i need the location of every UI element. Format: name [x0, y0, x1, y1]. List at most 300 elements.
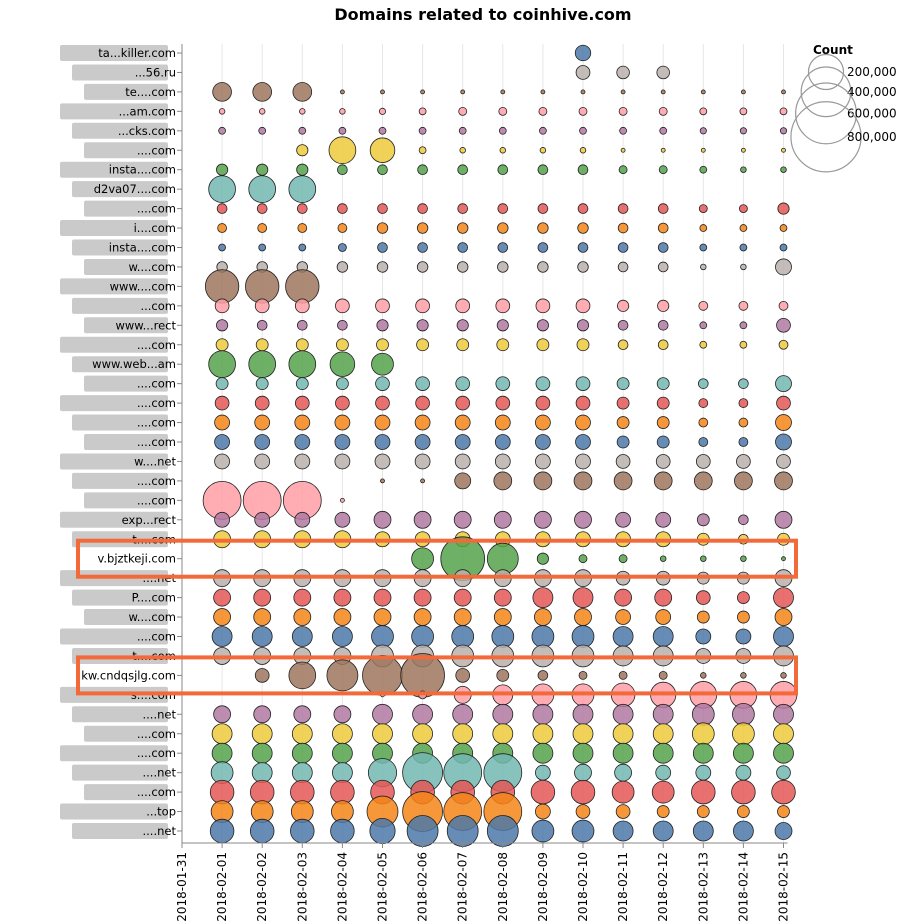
bubble-point: [493, 704, 513, 724]
bubble-point: [417, 320, 428, 331]
bubble-point: [417, 262, 428, 273]
bubble-point: [573, 588, 593, 608]
bubble-point: [297, 320, 307, 330]
bubble-point: [294, 589, 311, 606]
bubble-point: [571, 780, 595, 804]
bubble-point: [252, 763, 272, 783]
row-label: ....com: [136, 396, 176, 411]
bubble-point: [295, 415, 310, 430]
bubble-point: [495, 454, 510, 469]
bubble-point: [335, 299, 349, 313]
bubble-point: [697, 806, 709, 818]
bubble-point: [258, 224, 267, 233]
bubble-point: [294, 609, 311, 626]
legend-label: 800,000: [847, 129, 897, 144]
row-label: www.web...am: [92, 357, 176, 372]
bubble-point: [775, 511, 792, 528]
bubble-point: [372, 353, 394, 375]
legend: [791, 43, 897, 172]
bubble-point: [739, 301, 748, 310]
bubble-point: [656, 455, 670, 469]
chart-title: Domains related to coinhive.com: [334, 5, 632, 24]
bubble-point: [774, 724, 794, 744]
bubble-point: [658, 204, 668, 214]
bubble-point: [498, 165, 508, 175]
bubble-point: [340, 90, 344, 94]
bubble-point: [778, 806, 790, 818]
bubble-point: [700, 128, 706, 134]
bubble-point: [781, 167, 787, 173]
bubble-point: [779, 340, 788, 349]
bubble-point: [616, 512, 631, 527]
bubble-point: [250, 819, 274, 843]
bubble-point: [575, 609, 592, 626]
row-label: ...top: [146, 804, 176, 819]
bubble-point: [538, 223, 549, 234]
bubble-point: [655, 589, 672, 606]
bubble-point: [657, 397, 669, 409]
bubble-point: [458, 204, 468, 214]
bubble-point: [212, 743, 232, 763]
bubble-point: [501, 90, 505, 94]
bubble-point: [538, 204, 548, 214]
bubble-point: [732, 780, 756, 804]
bubble-point: [616, 455, 630, 469]
bubble-point: [700, 673, 706, 679]
grid-layer: [182, 44, 784, 843]
bubble-point: [618, 223, 628, 233]
bubble-point: [289, 662, 316, 689]
bubble-point: [737, 611, 749, 623]
bubble-point: [697, 611, 709, 623]
bubble-point: [335, 512, 350, 527]
bubble-point: [375, 415, 390, 430]
bubble-point: [700, 322, 707, 329]
bubble-point: [460, 147, 466, 153]
row-label: d2va07....com: [93, 182, 176, 197]
bubble-point: [255, 454, 270, 469]
bubbles: [203, 45, 797, 846]
row-label: ....net: [142, 571, 176, 586]
bubble-point: [414, 609, 431, 626]
bubble-point: [780, 244, 787, 251]
bubble-point: [620, 127, 627, 134]
row-label: ....com: [136, 201, 176, 216]
bubble-point: [739, 515, 749, 525]
bubble-point: [339, 127, 346, 134]
bubble-point: [613, 627, 633, 647]
bubble-point: [699, 205, 707, 213]
bubble-point: [245, 270, 278, 303]
bubble-point: [496, 396, 510, 410]
bubble-point: [621, 148, 625, 152]
bubble-point: [295, 299, 309, 313]
bubble-point: [205, 270, 238, 303]
bubble-point: [699, 301, 708, 310]
bubble-point: [578, 165, 588, 175]
bubble-point: [419, 147, 426, 154]
bubble-point: [419, 108, 426, 115]
bubble-point: [616, 610, 631, 625]
row-label: ....com: [136, 337, 176, 352]
bubble-point: [619, 166, 627, 174]
bubble-point: [774, 704, 794, 724]
row-label: www...rect: [115, 318, 176, 333]
bubble-point: [458, 243, 468, 253]
bubble-point: [256, 339, 268, 351]
bubble-point: [776, 259, 792, 275]
bubble-point: [780, 128, 786, 134]
bubble-point: [259, 244, 266, 251]
bubble-point: [613, 704, 633, 724]
bubble-point: [619, 671, 627, 679]
bubble-point: [617, 378, 629, 390]
bubble-point: [699, 399, 708, 408]
legend-title: Count: [813, 43, 853, 57]
bubble-point: [487, 816, 518, 847]
bubble-point: [457, 223, 468, 234]
bubble-point: [615, 764, 632, 781]
bubble-point: [378, 243, 388, 253]
bubble-point: [417, 223, 428, 234]
bubble-point: [658, 340, 668, 350]
bubble-point: [741, 264, 747, 270]
bubble-point: [534, 609, 551, 626]
bubble-point: [658, 262, 668, 272]
bubble-point: [257, 204, 267, 214]
bubble-point: [216, 320, 227, 331]
bubble-point: [575, 511, 592, 528]
bubble-point: [578, 223, 589, 234]
bubble-point: [338, 204, 348, 214]
bubble-point: [653, 724, 673, 744]
x-tick-label: 2018-02-12: [656, 852, 671, 922]
bubble-point: [375, 435, 390, 450]
bubble-point: [255, 396, 269, 410]
bubble-point: [340, 498, 344, 502]
x-tick-label: 2018-02-15: [776, 852, 791, 922]
bubble-point: [293, 83, 312, 102]
bubble-point: [736, 765, 751, 780]
bubble-point: [496, 299, 510, 313]
bubble-point: [576, 805, 590, 819]
bubble-point: [697, 514, 709, 526]
bubble-point: [418, 165, 428, 175]
bubble-point: [617, 417, 629, 429]
bubble-point: [456, 299, 470, 313]
bubble-point: [332, 724, 352, 744]
bubble-point: [329, 137, 356, 164]
bubble-point: [532, 626, 554, 648]
row-label: ....com: [136, 473, 176, 488]
bubble-point: [658, 243, 668, 253]
bubble-point: [574, 472, 592, 490]
bubble-point: [494, 472, 512, 490]
bubble-point: [456, 668, 470, 682]
bubble-point: [539, 107, 547, 115]
bubble-point: [337, 262, 348, 273]
bubble-point: [776, 434, 792, 450]
bubble-point: [538, 671, 548, 681]
bubble-point: [214, 609, 231, 626]
bubble-point: [535, 454, 550, 469]
bubble-point: [338, 165, 348, 175]
bubble-point: [741, 148, 745, 152]
bubble-point: [733, 821, 753, 841]
bubble-point: [581, 90, 585, 94]
bubble-point: [457, 320, 468, 331]
bubble-point: [778, 203, 789, 214]
bubble-point: [700, 264, 706, 270]
bubble-point: [774, 743, 794, 763]
bubble-point: [415, 435, 430, 450]
bubble-point: [378, 165, 388, 175]
bubble-point: [613, 743, 633, 763]
row-label: t....com: [132, 648, 176, 663]
bubble-point: [335, 396, 349, 410]
bubble-point: [775, 609, 792, 626]
bubble-point: [780, 225, 787, 232]
bubble-point: [579, 107, 587, 115]
bubble-point: [613, 724, 633, 744]
bubble-point: [660, 556, 666, 562]
bubble-point: [452, 626, 474, 648]
bubble-point: [255, 415, 270, 430]
bubble-point: [330, 352, 355, 377]
bubble-point: [455, 415, 470, 430]
bubble-point: [576, 435, 591, 450]
bubble-point: [696, 591, 710, 605]
bubble-point: [499, 127, 506, 134]
bubble-point: [461, 90, 465, 94]
legend-symbol: [808, 54, 843, 89]
bubble-point: [658, 300, 669, 311]
bubble-point: [777, 766, 791, 780]
bubble-point: [617, 436, 629, 448]
bubble-point: [421, 90, 425, 94]
x-tick-label: 2018-02-03: [295, 852, 310, 922]
bubble-point: [657, 378, 669, 390]
bubble-point: [614, 472, 632, 490]
bubble-point: [740, 108, 747, 115]
bubble-point: [259, 127, 266, 134]
bubble-point: [661, 90, 665, 94]
bubble-point: [252, 724, 272, 744]
bubble-point: [536, 396, 550, 410]
bubble-point: [693, 821, 713, 841]
bubble-point: [576, 415, 591, 430]
bubble-point: [656, 610, 671, 625]
bubble-point: [741, 673, 747, 679]
row-label: ....com: [136, 493, 176, 508]
bubble-point: [298, 224, 307, 233]
bubble-point: [340, 109, 346, 115]
bubble-point: [535, 415, 550, 430]
bubble-point: [532, 820, 554, 842]
bubble-point: [217, 204, 227, 214]
bubble-point: [619, 555, 627, 563]
bubble-point: [294, 706, 311, 723]
bubble-point: [259, 109, 265, 115]
bubble-point: [696, 629, 711, 644]
bubble-point: [576, 396, 590, 410]
x-tick-label: 2018-02-07: [455, 852, 470, 922]
bubble-point: [659, 671, 667, 679]
bubble-point: [691, 780, 715, 804]
bubble-point: [653, 743, 673, 763]
bubble-point: [573, 704, 593, 724]
bubble-point: [580, 127, 587, 134]
bubble-point: [249, 351, 276, 378]
bubble-point: [418, 204, 428, 214]
bubble-point: [538, 243, 548, 253]
bubble-point: [219, 109, 225, 115]
bubble-point: [740, 225, 747, 232]
bubble-point: [492, 626, 514, 648]
bubble-point: [416, 377, 430, 391]
row-label: s....com: [130, 687, 176, 702]
bubble-point: [700, 556, 706, 562]
legend-label: 200,000: [847, 65, 897, 79]
x-tick-label: 2018-02-13: [696, 852, 711, 922]
bubble-point: [575, 45, 590, 60]
bubble-point: [734, 472, 752, 490]
bubble-point: [454, 609, 471, 626]
bubble-point: [740, 341, 747, 348]
bubble-point: [694, 472, 712, 490]
bubble-point: [292, 763, 312, 783]
bubble-point: [379, 127, 386, 134]
bubble-point: [256, 378, 268, 390]
bubble-point: [617, 300, 628, 311]
row-label: ....com: [136, 415, 176, 430]
bubble-point: [533, 743, 553, 763]
bubble-point: [216, 378, 228, 390]
bubble-point: [216, 339, 228, 351]
bubble-point: [213, 83, 232, 102]
row-label: ....com: [136, 785, 176, 800]
legend-symbol: [801, 67, 851, 117]
bubble-point: [414, 511, 431, 528]
bubble-point: [210, 819, 234, 843]
bubble-point: [657, 66, 670, 79]
bubble-point: [419, 127, 426, 134]
bubble-point: [537, 553, 548, 564]
bubble-point: [652, 781, 674, 803]
bubble-point: [740, 322, 747, 329]
bubble-point: [782, 148, 786, 152]
row-label: ....com: [136, 376, 176, 391]
bubble-point: [538, 165, 548, 175]
bubble-point: [209, 176, 236, 203]
bubble-point: [376, 299, 390, 313]
bubble-point: [693, 743, 713, 763]
x-tick-label: 2018-02-02: [255, 852, 270, 922]
bubble-point: [255, 512, 270, 527]
bubble-point: [500, 147, 506, 153]
bubble-point: [612, 781, 634, 803]
bubble-point: [576, 299, 590, 313]
row-label: insta....com: [108, 240, 176, 255]
bubble-point: [447, 816, 478, 847]
bubble-point: [496, 377, 510, 391]
bubble-point: [295, 512, 310, 527]
bubble-point: [219, 244, 226, 251]
bubble-point: [296, 339, 308, 351]
bubble-point: [363, 655, 403, 695]
bubble-point: [739, 379, 749, 389]
row-label: w....net: [134, 454, 176, 469]
x-tick-label: 2018-02-11: [616, 852, 631, 922]
bubble-point: [255, 435, 270, 450]
bubble-point: [338, 224, 347, 233]
row-label: te....com: [125, 84, 176, 99]
bubble-point: [578, 262, 589, 273]
bubble-point: [214, 589, 231, 606]
bubble-point: [494, 511, 511, 528]
x-tick-label: 2018-02-14: [736, 852, 751, 922]
bubble-point: [454, 589, 471, 606]
bubble-point: [456, 377, 470, 391]
bubble-point: [572, 820, 594, 842]
bubble-point: [580, 147, 586, 153]
row-label: kw.cndqsjlg.com: [81, 668, 176, 683]
bubble-point: [692, 723, 714, 745]
bubble-point: [531, 780, 555, 804]
bubble-point: [772, 780, 796, 804]
bubble-point: [653, 821, 673, 841]
row-label: v.bjztkeji.com: [97, 551, 176, 566]
bubble-point: [374, 609, 391, 626]
bubble-point: [299, 127, 306, 134]
bubble-point: [699, 438, 708, 447]
row-label: ...56.ru: [134, 65, 176, 80]
legend-label: 600,000: [847, 106, 897, 121]
bubble-point: [497, 669, 509, 681]
bubble-point: [331, 819, 355, 843]
bubble-point: [698, 379, 708, 389]
bubble-point: [215, 396, 229, 410]
bubble-point: [215, 435, 230, 450]
bubble-point: [455, 435, 470, 450]
bubble-point: [299, 244, 306, 251]
bubble-point: [732, 723, 754, 745]
bubble-point: [656, 512, 671, 527]
bubble-point: [252, 743, 272, 763]
bubble-point: [572, 626, 594, 648]
bubble-point: [493, 724, 513, 744]
bubble-point: [535, 765, 550, 780]
row-label: insta....com: [108, 162, 176, 177]
x-tick-label: 2018-01-31: [175, 852, 189, 922]
row-label: ....com: [136, 143, 176, 158]
bubble-point: [295, 396, 309, 410]
bubble-point: [290, 819, 314, 843]
bubble-point: [533, 588, 553, 608]
bubble-point: [497, 320, 508, 331]
bubble-point: [215, 512, 230, 527]
bubble-point: [776, 376, 792, 392]
bubble-point: [415, 415, 430, 430]
bubble-point: [654, 472, 672, 490]
bubble-point: [458, 165, 468, 175]
bubble-point: [541, 90, 545, 94]
bubble-point: [618, 320, 628, 330]
bubble-point: [577, 339, 589, 351]
bubble-point: [660, 127, 667, 134]
bubble-point: [739, 205, 747, 213]
bubble-point: [459, 107, 467, 115]
